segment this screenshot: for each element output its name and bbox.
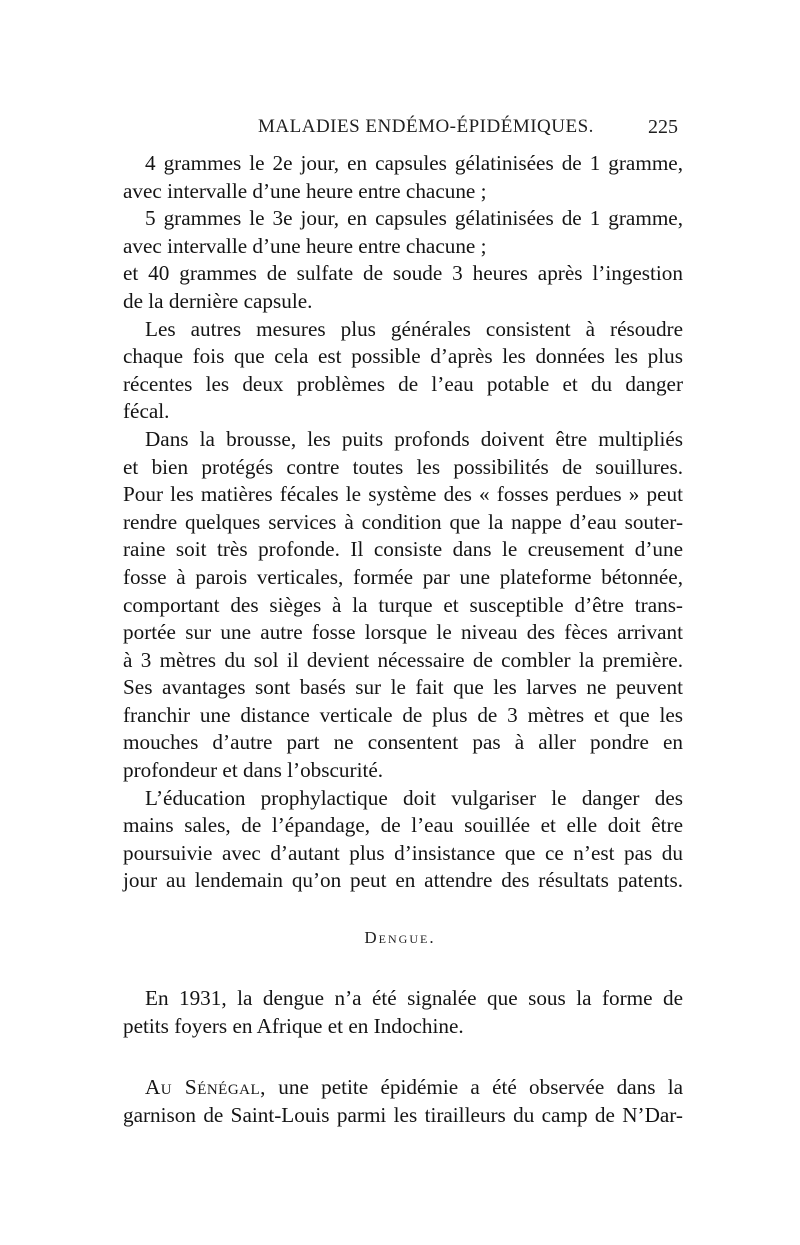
text-line: Dans la brousse, les puits profonds doivent être multipliés: [145, 426, 683, 451]
text-line: Pour les matières fécales le système des « fosses perdues » peut: [123, 482, 683, 507]
text-line: de la dernière capsule.: [123, 288, 313, 313]
main-text: [123, 150, 683, 895]
text-line: mains sales, de l’épandage, de l’eau souillée et elle doit être: [123, 813, 683, 838]
text-line: 5 grammes le 3e jour, en capsules gélatinisées de 1 gramme,: [145, 206, 683, 231]
place-name: Au Sénégal,: [145, 1075, 266, 1099]
text-line: jour au lendemain qu’on peut en attendre des résultats patents.: [123, 868, 683, 893]
text-line: [123, 1074, 683, 1102]
senegal-paragraph: [123, 1074, 683, 1129]
text-line: poursuivie avec d’autant plus d’insistance que ce n’est pas du: [123, 840, 683, 865]
text-line: chaque fois que cela est possible d’après les données les plus: [123, 344, 683, 369]
text-line: rendre quelques services à condition que la nappe d’eau souter-: [123, 509, 683, 534]
text-line: Les autres mesures plus générales consistent à résoudre: [145, 316, 683, 341]
text-line: et 40 grammes de sulfate de soude 3 heures après l’ingestion: [123, 261, 683, 286]
text-line: raine soit très profonde. Il consiste dans le creusement d’une: [123, 537, 683, 562]
text-line: récentes les deux problèmes de l’eau potable et du danger: [123, 371, 683, 396]
text-line: Ses avantages sont basés sur le fait que les larves ne peuvent: [123, 675, 683, 700]
text-line: et bien protégés contre toutes les possibilités de souillures.: [123, 454, 683, 479]
text-line: à 3 mètres du sol il devient nécessaire de combler la première.: [123, 647, 683, 672]
text-line: avec intervalle d’une heure entre chacune ;: [123, 178, 487, 203]
text-line: mouches d’autre part ne consentent pas à aller pondre en: [123, 730, 683, 755]
dengue-paragraph: [123, 985, 683, 1040]
text-line: 4 grammes le 2e jour, en capsules gélatinisées de 1 gramme,: [145, 151, 683, 175]
text-line: fécal.: [123, 399, 170, 424]
text-line: petits foyers en Afrique et en Indochine.: [123, 1013, 464, 1038]
text-line: fosse à parois verticales, formée par une plateforme bétonnée,: [123, 564, 683, 589]
running-title: MALADIES ENDÉMO-ÉPIDÉMIQUES.: [258, 116, 594, 137]
section-heading: Dengue.: [364, 928, 436, 947]
text-line: En 1931, la dengue n’a été signalée que sous la forme de: [145, 986, 683, 1010]
text-line: portée sur une autre fosse lorsque le niveau des fèces arrivant: [123, 620, 683, 645]
text-line: franchir une distance verticale de plus de 3 mètres et que les: [123, 702, 683, 727]
text-line: L’éducation prophylactique doit vulgariser le danger des: [145, 785, 683, 810]
text-fragment: une petite épidémie a été observée dans la: [265, 1075, 684, 1099]
page-number: 225: [648, 116, 678, 138]
text-line: profondeur et dans l’obscurité.: [123, 758, 384, 783]
text-line: comportant des sièges à la turque et susceptible d’être trans-: [123, 592, 683, 617]
text-line: avec intervalle d’une heure entre chacune ;: [123, 233, 487, 258]
text-line: garnison de Saint-Louis parmi les tirailleurs du camp de N’Dar-: [123, 1102, 683, 1127]
